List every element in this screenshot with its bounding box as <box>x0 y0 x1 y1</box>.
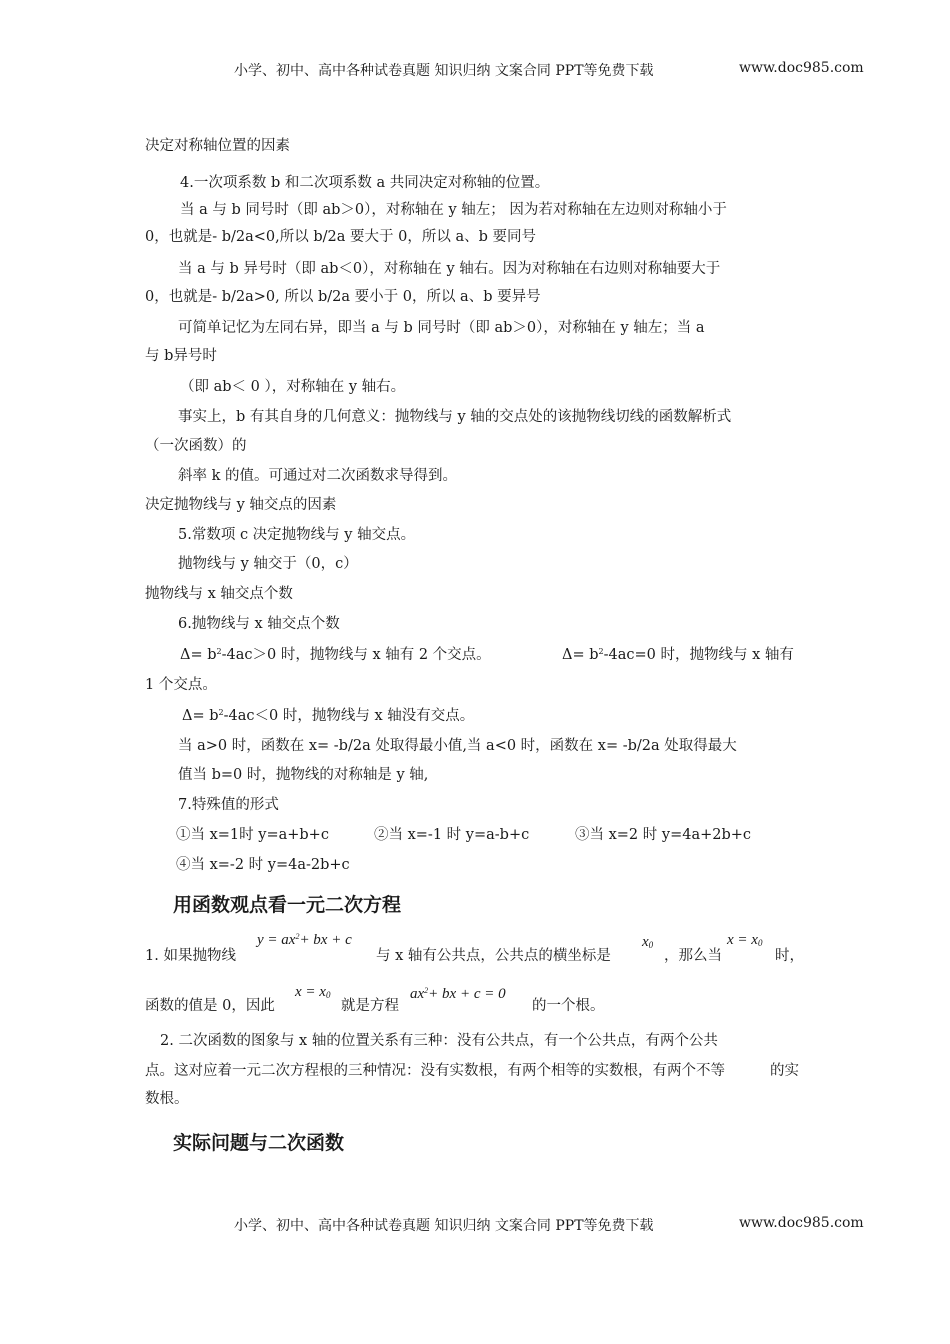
s7-item-1: ①当 x=1时 y=a+b+c <box>176 827 329 843</box>
s6-line-1: 6.抛物线与 x 轴交点个数 <box>178 616 340 632</box>
fn-q-line-2: 点。这对应着一元二次方程根的三种情况：没有实数根，有两个相等的实数根，有两个不等 <box>145 1063 725 1079</box>
fn-p2-part-a: 函数的值是 0，因此 <box>145 998 275 1014</box>
s7-item-4: ④当 x=-2 时 y=4a-2b+c <box>176 857 350 873</box>
header-text: 小学、初中、高中各种试卷真题 知识归纳 文案合同 PPT等免费下载 <box>234 63 654 79</box>
heading-symmetry-axis: 决定对称轴位置的因素 <box>145 138 290 154</box>
equation-root: $x = x_0$ <box>295 984 331 1000</box>
equation-x-equals-x0: $x = x_0$ <box>727 932 763 948</box>
fn-p2-part-c: 的一个根。 <box>532 998 605 1014</box>
equation-parabola: $y = ax^2+$ bx + c <box>257 932 352 948</box>
s6-discriminant-zero: $\Delta= b^2-4ac=0$ 时，抛物线与 x 轴有 <box>562 647 794 663</box>
s4-line-4: 当 a 与 b 异号时（即 ab＜0），对称轴在 y 轴右。因为对称轴在右边则对称轴要大于 <box>178 261 721 277</box>
s7-item-2: ②当 x=-1 时 y=a-b+c <box>374 827 530 843</box>
s4-line-6: 可简单记忆为左同右异，即当 a 与 b 同号时（即 ab＞0），对称轴在 y 轴左；当 a <box>178 320 705 336</box>
s7-title: 7.特殊值的形式 <box>178 797 279 813</box>
s4-line-11: 斜率 k 的值。可通过对二次函数求导得到。 <box>178 468 458 484</box>
symbol-x0: $x_0$ <box>642 934 654 950</box>
fn-p2-part-b: 就是方程 <box>341 998 399 1014</box>
s6-discriminant-zero-cont: 1 个交点。 <box>145 677 217 693</box>
s4-line-7: 与 b异号时 <box>145 348 217 364</box>
fn-p1-part-a: 1. 如果抛物线 <box>145 948 236 964</box>
footer-url[interactable]: www.doc985.com <box>739 1215 864 1231</box>
footer-text: 小学、初中、高中各种试卷真题 知识归纳 文案合同 PPT等免费下载 <box>234 1218 654 1234</box>
fn-q-line-3: 数根。 <box>145 1091 189 1107</box>
heading-real-problems: 实际问题与二次函数 <box>173 1132 345 1154</box>
s4-line-10: （一次函数）的 <box>145 438 247 454</box>
s5-line-2: 抛物线与 y 轴交于（0，c） <box>178 556 358 572</box>
fn-q-line-1: 2. 二次函数的图象与 x 轴的位置关系有三种：没有公共点，有一个公共点，有两个公共 <box>160 1033 718 1049</box>
fn-p1-part-b: 与 x 轴有公共点，公共点的横坐标是 <box>376 948 611 964</box>
s4-line-9: 事实上，b 有其自身的几何意义：抛物线与 y 轴的交点处的该抛物线切线的函数解析式 <box>178 409 732 425</box>
s6-line-6: 值当 b=0 时，抛物线的对称轴是 y 轴, <box>178 767 429 783</box>
fn-p1-part-d: 时， <box>775 948 804 964</box>
header-url[interactable]: www.doc985.com <box>739 60 864 76</box>
s4-line-1: 4.一次项系数 b 和二次项系数 a 共同决定对称轴的位置。 <box>180 175 550 191</box>
heading-x-intercepts: 抛物线与 x 轴交点个数 <box>145 586 293 602</box>
page-header <box>234 60 654 80</box>
s4-line-3: 0，也就是- b/2a<0,所以 b/2a 要大于 0，所以 a、b 要同号 <box>145 229 536 245</box>
s6-discriminant-positive: $\Delta= b^2-4ac>0$ 时，抛物线与 x 轴有 2 个交点。 <box>180 647 491 663</box>
s6-discriminant-negative: $\Delta= b^2-4ac<0$ 时，抛物线与 x 轴没有交点。 <box>182 708 475 724</box>
heading-y-intercept: 决定抛物线与 y 轴交点的因素 <box>145 497 337 513</box>
page-footer <box>234 1215 654 1235</box>
fn-p1-part-c: ，那么当 <box>664 948 722 964</box>
fn-q-line-2b: 的实 <box>770 1063 799 1079</box>
s5-line-1: 5.常数项 c 决定抛物线与 y 轴交点。 <box>178 527 416 543</box>
s7-item-3: ③当 x=2 时 y=4a+2b+c <box>575 827 752 843</box>
s6-line-5: 当 a>0 时，函数在 x= -b/2a 处取得最小值,当 a<0 时，函数在 x= -b/2a 处取得最大 <box>178 738 737 754</box>
heading-function-view: 用函数观点看一元二次方程 <box>173 894 402 916</box>
s4-line-5: 0，也就是- b/2a>0, 所以 b/2a 要小于 0，所以 a、b 要异号 <box>145 289 541 305</box>
s4-line-8: （即 ab＜ 0 ），对称轴在 y 轴右。 <box>180 379 406 395</box>
s4-line-2: 当 a 与 b 同号时（即 ab＞0），对称轴在 y 轴左； 因为若对称轴在左边则对称轴小于 <box>180 202 727 218</box>
equation-quadratic: $ax^2+$ bx + c = 0 <box>410 986 506 1002</box>
